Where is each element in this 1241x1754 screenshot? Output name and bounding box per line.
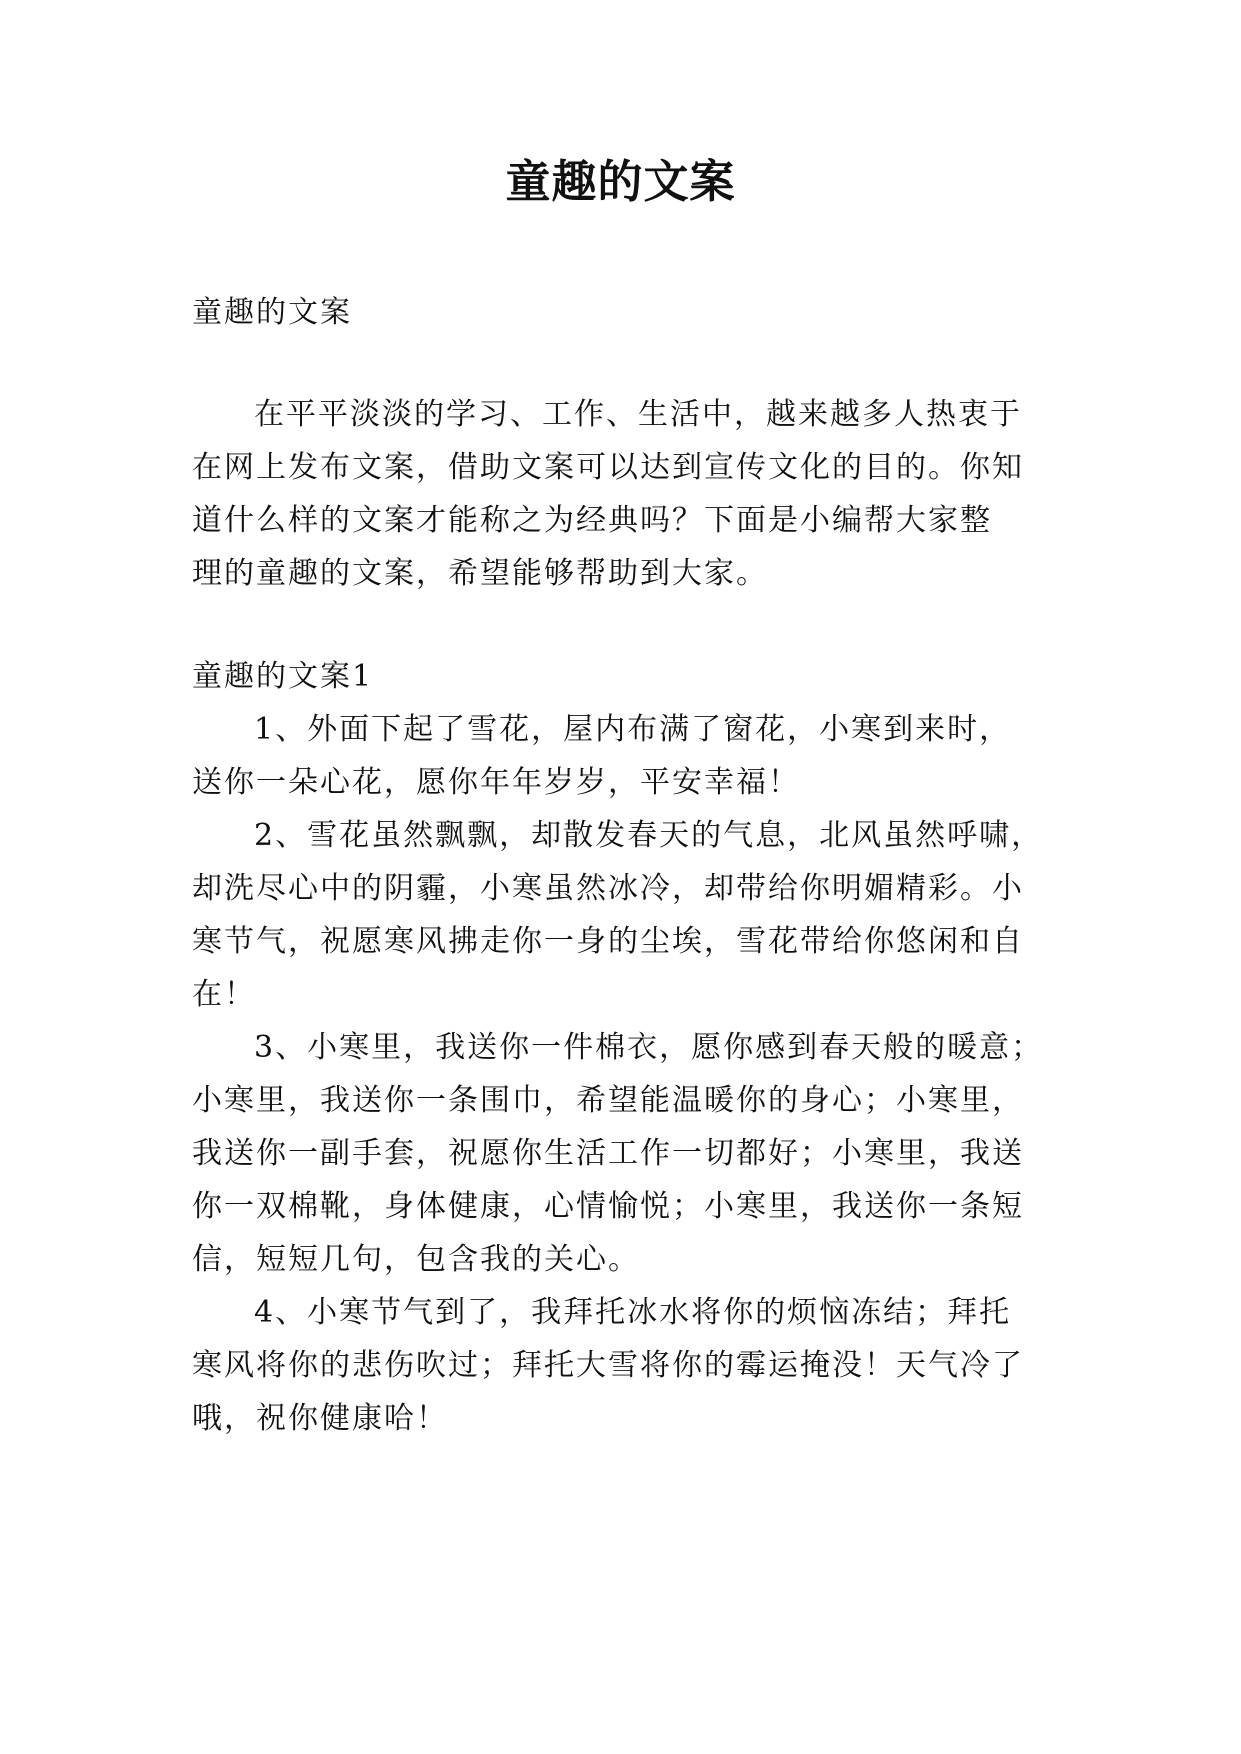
- document-title: 童趣的文案: [505, 155, 736, 208]
- item-2-line-3: 寒节气，祝愿寒风拂走你一身的尘埃，雪花带给你悠闲和自: [192, 924, 1024, 959]
- intro-line-2: 在网上发布文案，借助文案可以达到宣传文化的目的。你知: [192, 450, 1024, 485]
- item-2-line-1: 2、雪花虽然飘飘，却散发春天的气息，北风虽然呼啸，: [254, 818, 1044, 853]
- item-2-line-2: 却洗尽心中的阴霾，小寒虽然冰冷，却带给你明媚精彩。小: [192, 871, 1024, 906]
- item-4-line-1: 4、小寒节气到了，我拜托冰水将你的烦恼冻结；拜托: [254, 1295, 1012, 1330]
- item-1-line-1: 1、外面下起了雪花，屋内布满了窗花，小寒到来时，: [254, 712, 1012, 747]
- item-3-line-4: 你一双棉靴，身体健康，心情愉悦；小寒里，我送你一条短: [192, 1189, 1024, 1224]
- item-4-line-3: 哦，祝你健康哈！: [192, 1401, 448, 1436]
- item-3-line-2: 小寒里，我送你一条围巾，希望能温暖你的身心；小寒里，: [192, 1083, 1024, 1118]
- item-1-line-2: 送你一朵心花，愿你年年岁岁，平安幸福！: [192, 765, 800, 800]
- item-2-line-4: 在！: [192, 977, 256, 1012]
- intro-line-3: 道什么样的文案才能称之为经典吗？下面是小编帮大家整: [192, 503, 992, 538]
- intro-line-4: 理的童趣的文案，希望能够帮助到大家。: [192, 556, 768, 591]
- subtitle-line: 童趣的文案: [192, 295, 352, 330]
- item-4-line-2: 寒风将你的悲伤吹过；拜托大雪将你的霉运掩没！天气冷了: [192, 1348, 1024, 1383]
- item-3-line-1: 3、小寒里，我送你一件棉衣，愿你感到春天般的暖意；: [254, 1030, 1044, 1065]
- item-3-line-5: 信，短短几句，包含我的关心。: [192, 1242, 640, 1277]
- section-heading: 童趣的文案1: [192, 659, 374, 694]
- intro-line-1: 在平平淡淡的学习、工作、生活中，越来越多人热衷于: [254, 397, 1022, 432]
- item-3-line-3: 我送你一副手套，祝愿你生活工作一切都好；小寒里，我送: [192, 1136, 1024, 1171]
